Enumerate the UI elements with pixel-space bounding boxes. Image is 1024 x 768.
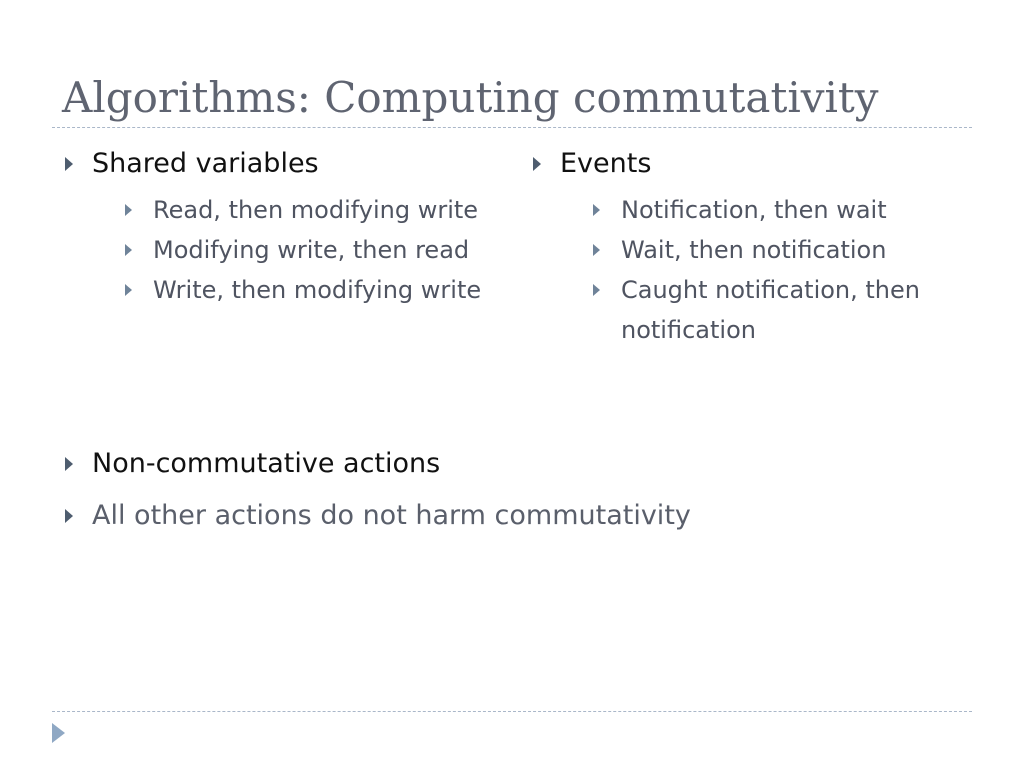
list-item (122, 230, 502, 270)
triangle-right-icon (65, 457, 73, 471)
shared-variables-column (62, 145, 502, 310)
triangle-right-icon (533, 157, 541, 171)
list-item-label: Modifying write, then read (153, 236, 470, 264)
triangle-right-icon (65, 157, 73, 171)
list-item-label: Read, then modifying write (153, 196, 479, 224)
shared-variables-list (92, 190, 502, 310)
other-actions-label: All other actions do not harm commutativity (92, 500, 691, 531)
list-item-label: Caught notification, then notification (621, 276, 920, 344)
list-item-label: Notification, then wait (621, 196, 887, 224)
summary-bullets (62, 445, 962, 535)
events-list (560, 190, 970, 350)
events-column (530, 145, 970, 350)
list-item (122, 190, 502, 230)
events-bullet (530, 145, 970, 350)
list-item (590, 190, 970, 230)
non-commutative-label: Non-commutative actions (92, 448, 441, 479)
list-item (122, 270, 502, 310)
other-actions-bullet (62, 497, 962, 535)
triangle-right-icon (65, 509, 73, 523)
slide-title: Algorithms: Computing commutativity (62, 73, 879, 122)
shared-variables-bullet (62, 145, 502, 310)
triangle-right-icon (125, 284, 132, 296)
non-commutative-bullet (62, 445, 962, 483)
events-heading: Events (560, 148, 652, 179)
triangle-right-icon (593, 244, 600, 256)
triangle-right-icon (593, 284, 600, 296)
triangle-right-icon (125, 204, 132, 216)
list-item (590, 230, 970, 270)
triangle-right-icon (593, 204, 600, 216)
triangle-right-icon (125, 244, 132, 256)
shared-variables-heading: Shared variables (92, 148, 319, 179)
list-item-label: Write, then modifying write (153, 276, 482, 304)
list-item (590, 270, 970, 350)
title-divider (52, 127, 972, 128)
play-arrow-icon[interactable] (52, 723, 65, 743)
list-item-label: Wait, then notification (621, 236, 887, 264)
footer-divider (52, 711, 972, 712)
